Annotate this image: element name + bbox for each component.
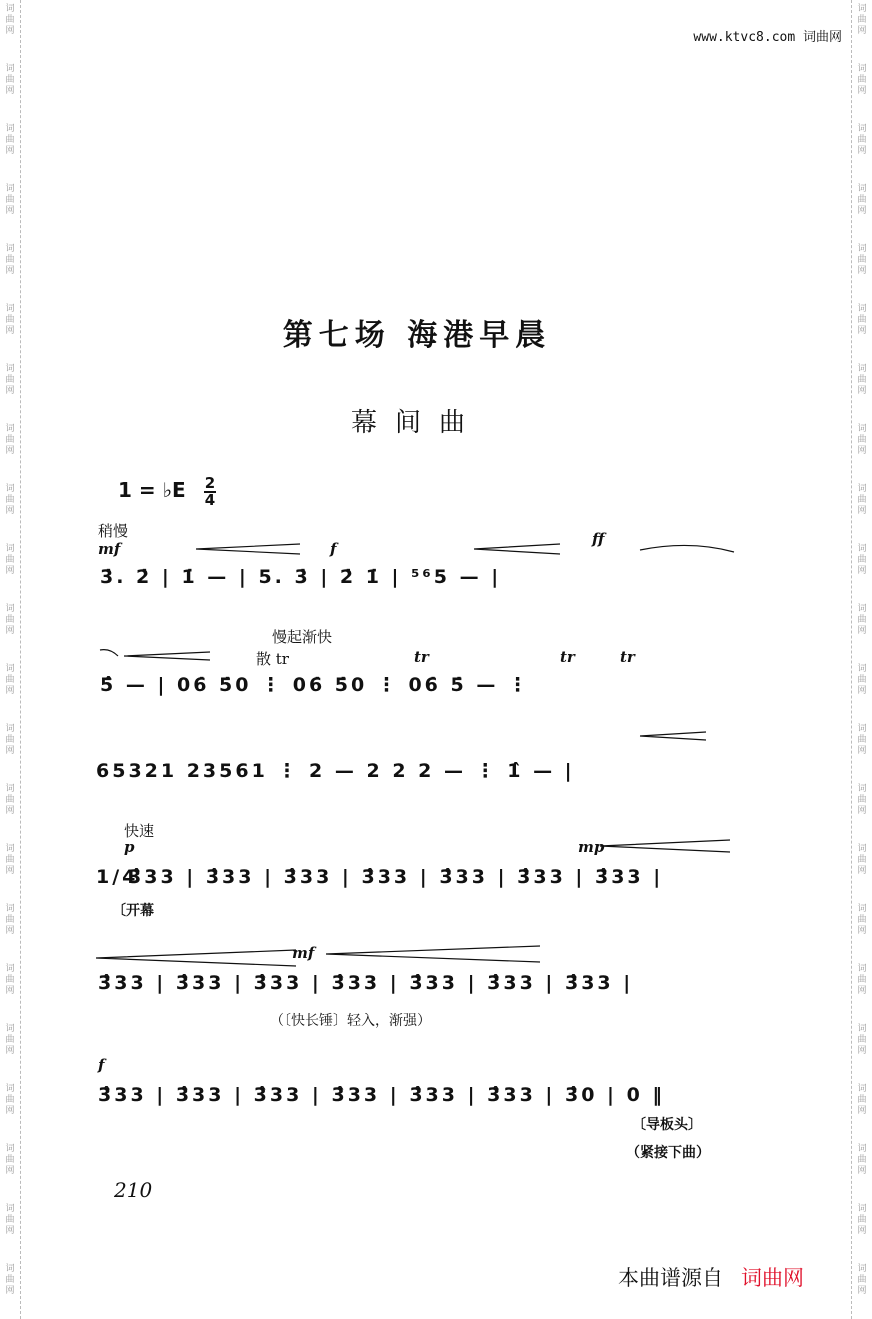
side-watermark-left-8: 词 曲 网 <box>5 484 15 516</box>
hairpin-3 <box>124 652 210 660</box>
side-watermark-left-5: 词 曲 网 <box>5 304 15 336</box>
trill-mark-2: tr <box>414 648 429 666</box>
time-signature: 2 4 <box>204 474 216 509</box>
side-watermark-right-11: 词 曲 网 <box>857 664 867 696</box>
slur-1 <box>640 545 734 552</box>
hairpin-4 <box>600 840 730 852</box>
side-watermark-right-10: 词 曲 网 <box>857 604 867 636</box>
notation-line-5: 3̂33 | 3̂33 | 3̂33 | 3̂33 | 3̂33 | 3̂33 | 3̂33 | <box>98 972 634 994</box>
notation-line-3: 65321 23561 ⋮ 2 — 2 2 2 — ⋮ 1̂ — | <box>96 760 575 782</box>
notation-line-2: 5̂ — | 06̇ 5̇0 ⋮ 06̇ 5̇0 ⋮ 06̇ 5̇ — ⋮ <box>100 674 530 696</box>
side-watermark-left-18: 词 曲 网 <box>5 1084 15 1116</box>
side-watermark-left-10: 词 曲 网 <box>5 604 15 636</box>
side-watermark-left-16: 词 曲 网 <box>5 964 15 996</box>
side-watermark-right-17: 词 曲 网 <box>857 1024 867 1056</box>
side-watermark-left-15: 词 曲 网 <box>5 904 15 936</box>
side-watermark-right-14: 词 曲 网 <box>857 844 867 876</box>
tempo-mark-3: 快速 <box>124 822 155 840</box>
side-watermark-left-17: 词 曲 网 <box>5 1024 15 1056</box>
side-watermark-right-16: 词 曲 网 <box>857 964 867 996</box>
side-watermark-right-13: 词 曲 网 <box>857 784 867 816</box>
notation-line-1: 3̇. 2̇ | 1̇ — | 5. 3̇ | 2̇ 1̇ | ⁵⁶5 — | <box>100 566 502 588</box>
side-watermark-left-4: 词 曲 网 <box>5 244 15 276</box>
cue-lead-board: 〔导板头〕 <box>632 1117 702 1133</box>
side-watermark-left-1: 词 曲 网 <box>5 64 15 96</box>
dynamic-f-1: f <box>330 540 337 558</box>
footer-source <box>618 1262 804 1292</box>
scene-title: 第七场 海港早晨 <box>282 318 552 353</box>
side-watermark-right-12: 词 曲 网 <box>857 724 867 756</box>
trill-mark-1: 散 tr <box>256 650 289 668</box>
hairpin-7 <box>640 732 706 740</box>
footer-site: 词曲网 <box>741 1266 804 1290</box>
side-watermark-left-2: 词 曲 网 <box>5 124 15 156</box>
tempo-mark-2: 慢起渐快 <box>272 628 333 646</box>
side-watermark-left-7: 词 曲 网 <box>5 424 15 456</box>
side-watermark-right-18: 词 曲 网 <box>857 1084 867 1116</box>
side-watermark-right-21: 词 曲 网 <box>857 1264 867 1296</box>
side-watermark-right-7: 词 曲 网 <box>857 424 867 456</box>
side-watermark-left-13: 词 曲 网 <box>5 784 15 816</box>
page-number: 210 <box>114 1178 153 1202</box>
hairpin-5 <box>96 950 296 966</box>
side-watermark-left-6: 词 曲 网 <box>5 364 15 396</box>
side-watermark-left-20: 词 曲 网 <box>5 1204 15 1236</box>
slur-2 <box>100 650 118 656</box>
side-watermark-right-1: 词 曲 网 <box>857 64 867 96</box>
dynamic-p-4: p <box>124 838 135 856</box>
side-watermark-left-12: 词 曲 网 <box>5 724 15 756</box>
notation-line-4: 3̂33 | 3̂33 | 3̂33 | 3̂33 | 3̂33 | 3̂33 | 3̂33 | <box>128 866 664 888</box>
side-watermark-right-19: 词 曲 网 <box>857 1144 867 1176</box>
side-watermark-left-14: 词 曲 网 <box>5 844 15 876</box>
side-watermark-right-15: 词 曲 网 <box>857 904 867 936</box>
time-signature-change: 1/4 <box>96 866 139 888</box>
side-watermark-right-5: 词 曲 网 <box>857 304 867 336</box>
cue-fast-long-gong: （〔快长锤〕轻入，渐强） <box>270 1013 431 1029</box>
hairpin-1 <box>196 544 300 554</box>
side-watermark-left-11: 词 曲 网 <box>5 664 15 696</box>
side-watermark-right-2: 词 曲 网 <box>857 124 867 156</box>
side-watermark-left-9: 词 曲 网 <box>5 544 15 576</box>
side-watermark-right-4: 词 曲 网 <box>857 244 867 276</box>
side-watermark-left-3: 词 曲 网 <box>5 184 15 216</box>
notation-line-6: 3̂33 | 3̂33 | 3̂33 | 3̂33 | 3̂33 | 3̂33 | 3̂0 | 0 ‖ <box>98 1084 665 1106</box>
key-signature: 1 = ♭E <box>118 478 186 502</box>
tempo-mark-1: 稍慢 <box>98 522 129 540</box>
cue-continue: （紧接下曲） <box>626 1145 710 1161</box>
side-watermark-right-20: 词 曲 网 <box>857 1204 867 1236</box>
side-watermark-left-0: 词 曲 网 <box>5 4 15 36</box>
side-watermark-right-0: 词 曲 网 <box>857 4 867 36</box>
site-watermark: www.ktvc8.com 词曲网 <box>693 30 842 45</box>
dynamic-mp-4: mp <box>578 838 605 856</box>
hairpin-6 <box>326 946 540 962</box>
footer-source-label: 本曲谱源自 <box>618 1266 723 1290</box>
side-watermark-left-21: 词 曲 网 <box>5 1264 15 1296</box>
side-watermark-right-3: 词 曲 网 <box>857 184 867 216</box>
side-watermark-right-6: 词 曲 网 <box>857 364 867 396</box>
dynamic-f-6: f <box>98 1056 105 1074</box>
dynamic-mf-1: mf <box>98 540 121 558</box>
piece-subtitle: 幕间曲 <box>350 408 483 438</box>
cue-curtain-open: 〔开幕 <box>112 903 154 919</box>
dynamic-ff-1: ff <box>592 530 605 548</box>
dynamic-mf-5: mf <box>292 944 315 962</box>
trill-mark-3: tr <box>560 648 575 666</box>
side-watermark-right-9: 词 曲 网 <box>857 544 867 576</box>
trill-mark-4: tr <box>620 648 635 666</box>
side-watermark-left-19: 词 曲 网 <box>5 1144 15 1176</box>
side-watermark-right-8: 词 曲 网 <box>857 484 867 516</box>
hairpin-2 <box>474 544 560 554</box>
